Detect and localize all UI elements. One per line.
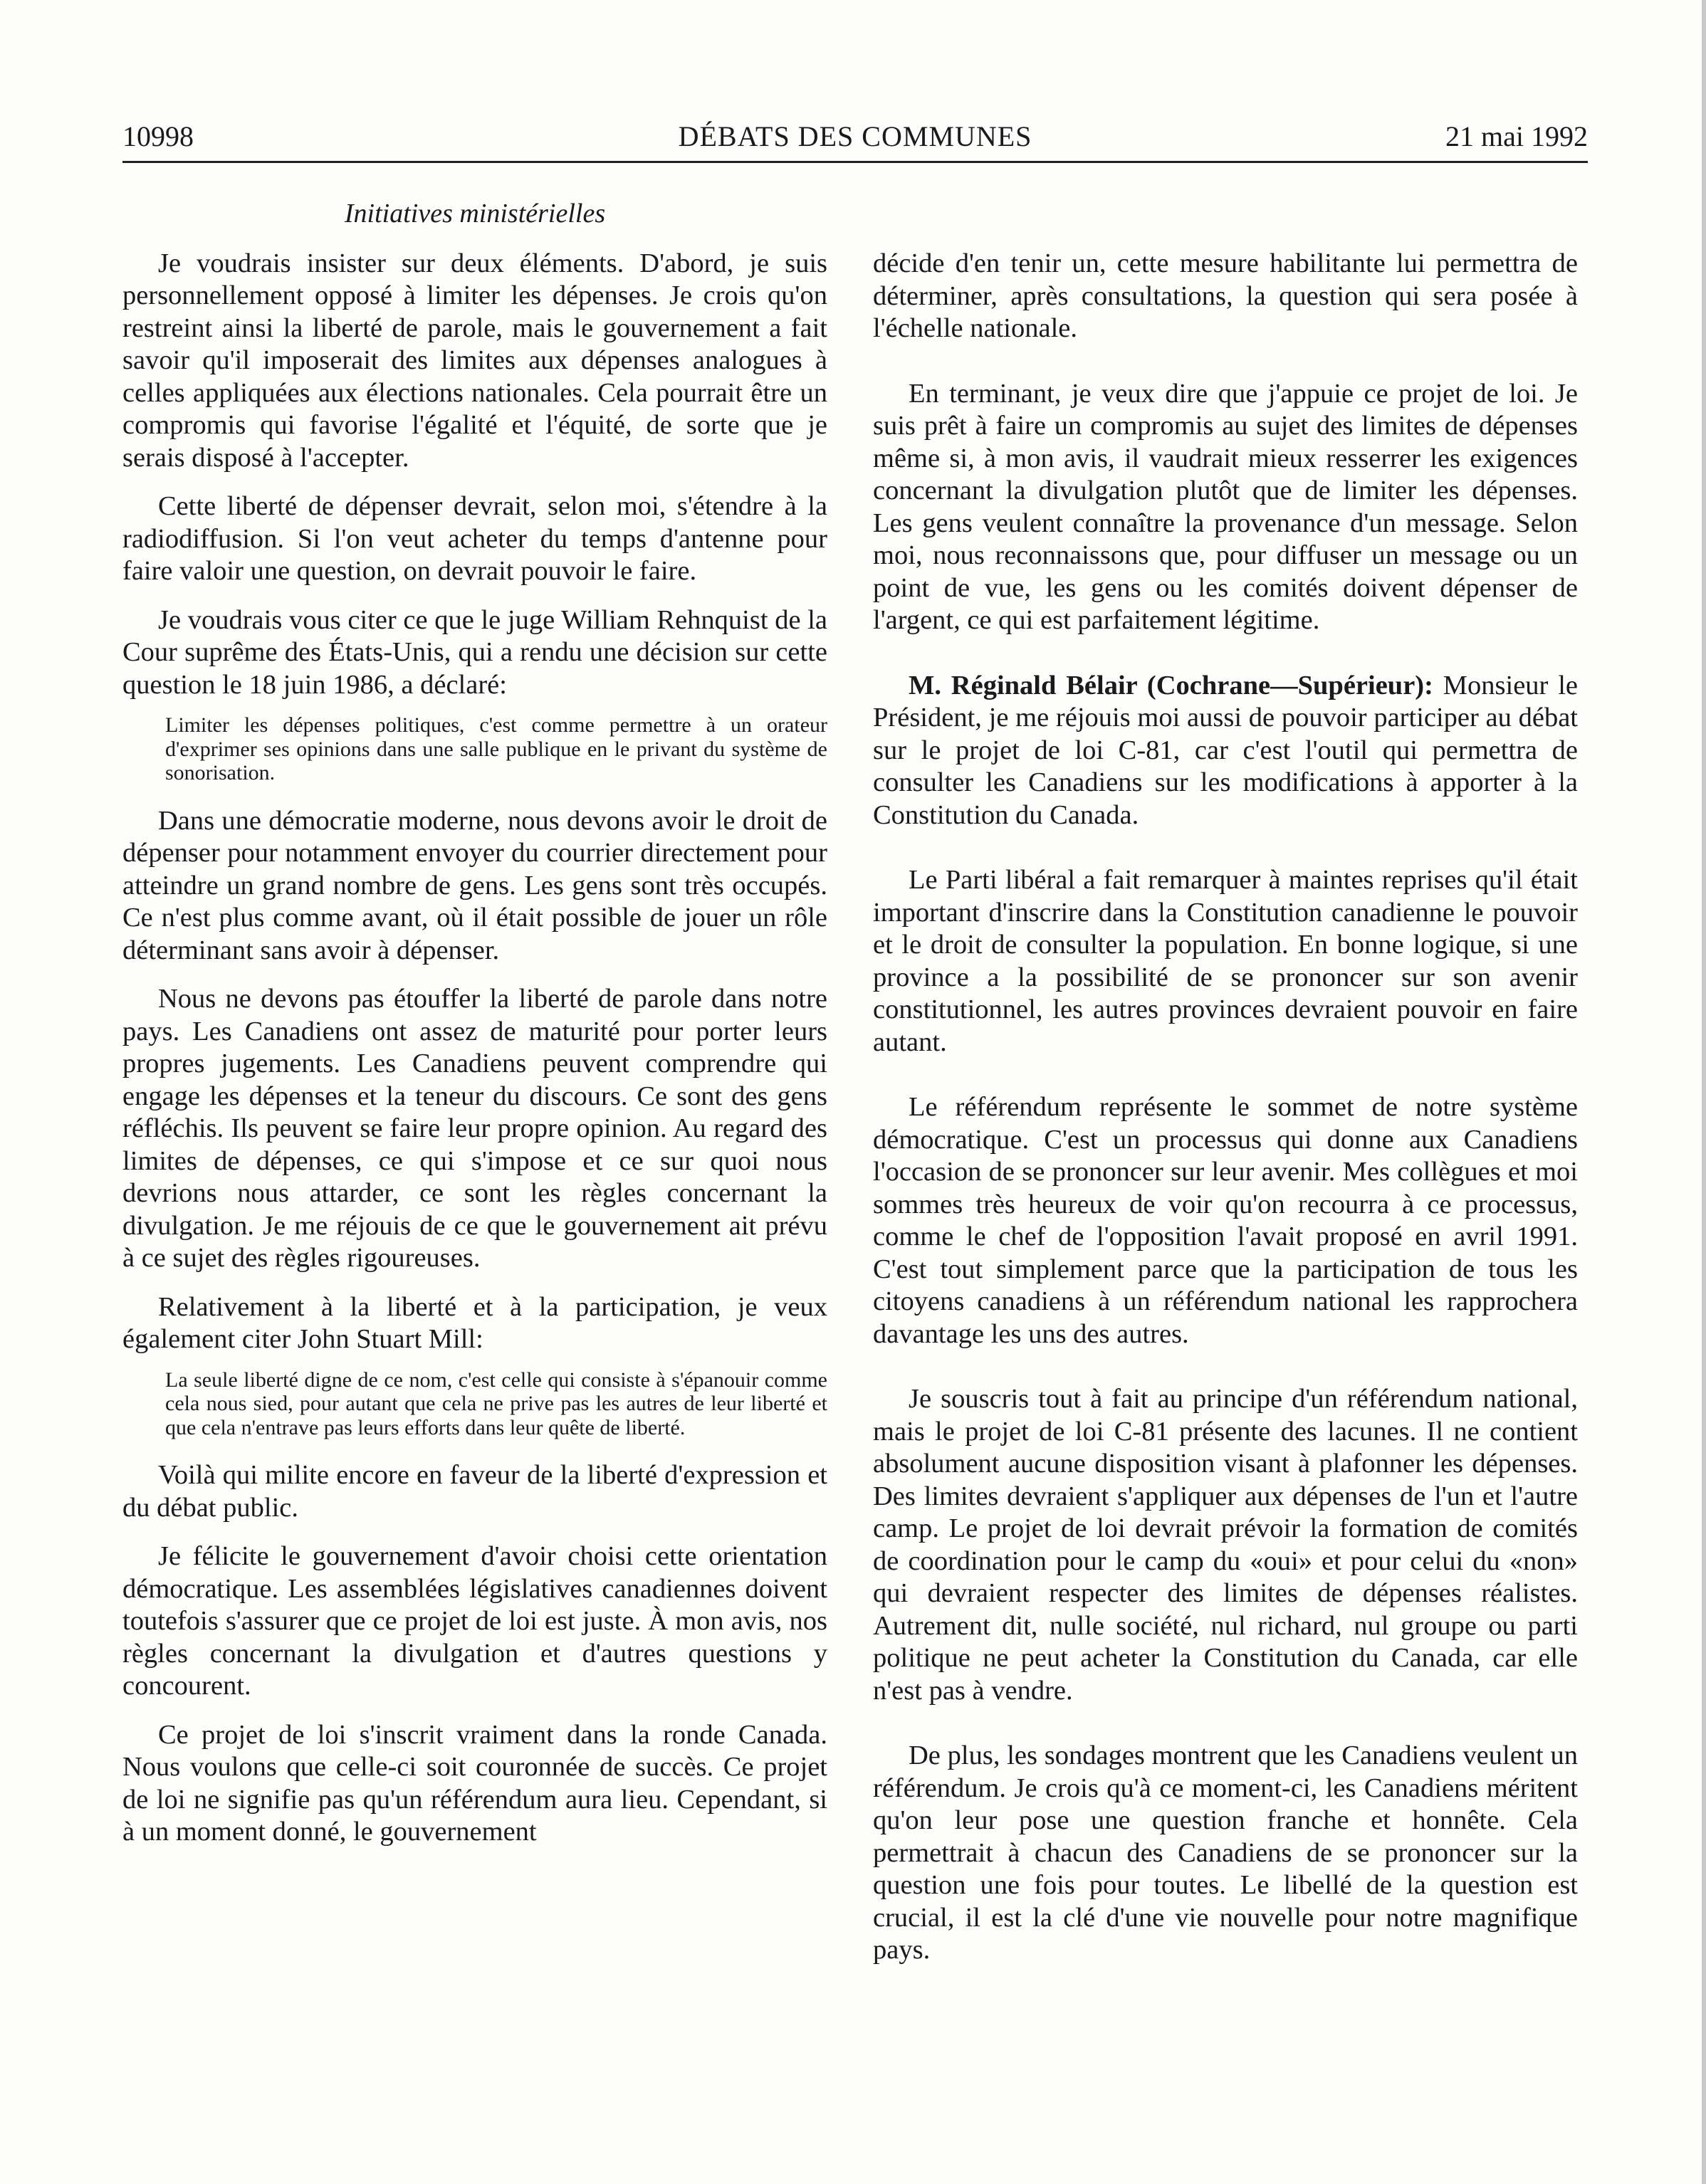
speaker-name: M. Réginald Bélair (Cochrane—Supérieur): — [909, 670, 1433, 700]
block-quote: Limiter les dépenses politiques, c'est comme permettre à un orateur d'exprimer ses opinions dans une salle publique en le privant du système de sonorisation. — [165, 713, 827, 784]
paragraph: Je souscris tout à fait au principe d'un référendum national, mais le projet de loi C-81 présente des lacunes. Il ne contient absolument aucune disposition visant à plafonner les dépenses. Des limites devraient s'appliquer aux dépenses de l'un et l'autre camp. Le projet de loi devrait prévoir la formation de comités de coordination pour le camp du «oui» et pour celui du «non» qui devraient respecter des limites de dépenses réalistes. Autrement dit, nulle société, nul richard, nul groupe ou parti politique ne peut acheter la Constitution du Canada, car elle n'est pas à vendre. — [873, 1384, 1578, 1706]
paragraph: Je voudrais vous citer ce que le juge William Rehnquist de la Cour suprême des États-Unis, qui a rendu une décision sur cette question le 18 juin 1986, a déclaré: — [122, 604, 827, 700]
header-rule — [122, 161, 1588, 163]
paragraph: En terminant, je veux dire que j'appuie ce projet de loi. Je suis prêt à faire un compromis au sujet des limites de dépenses même si, à mon avis, il vaudrait mieux resserrer les exigences concernant la divulgation plutôt que de limiter les dépenses. Les gens veulent connaître la provenance d'un message. Selon moi, nous reconnaissons que, pour diffuser un message ou un point de vue, les gens ou les comités doivent dépenser de l'argent, ce qui est parfaitement légitime. — [873, 378, 1578, 635]
paragraph: Le Parti libéral a fait remarquer à maintes reprises qu'il était important d'inscrire dans la Constitution canadienne le pouvoir et le droit de consulter la population. En bonne logique, si une province a la possibilité de se prononcer sur son avenir constitutionnel, les autres provinces devraient pouvoir en faire autant. — [873, 865, 1578, 1057]
page-date: 21 mai 1992 — [1445, 120, 1588, 152]
paragraph: Relativement à la liberté et à la participation, je veux également citer John Stuart Mill: — [122, 1291, 827, 1354]
paragraph: Cette liberté de dépenser devrait, selon moi, s'étendre à la radiodiffusion. Si l'on veut acheter du temps d'antenne pour faire valoir une question, on devrait pouvoir le faire. — [122, 491, 827, 586]
right-column — [873, 248, 1578, 2000]
paragraph: Ce projet de loi s'inscrit vraiment dans la ronde Canada. Nous voulons que celle-ci soit couronnée de succès. Ce projet de loi ne signifie pas qu'un référendum aura lieu. Cependant, si à un moment donné, le gouvernement — [122, 1719, 827, 1847]
speech-paragraph — [873, 670, 1578, 832]
continued-paragraph: décide d'en tenir un, cette mesure habilitante lui permettra de déterminer, après consultations, la question qui sera posée à l'échelle nationale. — [873, 248, 1578, 343]
paragraph: Je voudrais insister sur deux éléments. D'abord, je suis personnellement opposé à limiter les dépenses. Je crois qu'on restreint ainsi la liberté de parole, mais le gouvernement a fait savoir qu'il imposerait des limites aux dépenses analogues à celles appliquées aux élections nationales. Cela pourrait être un compromis qui favorise l'égalité et l'équité, de sorte que je serais disposé à l'accepter. — [122, 248, 827, 473]
paragraph: Je félicite le gouvernement d'avoir choisi cette orientation démocratique. Les assemblées législatives canadiennes doivent toutefois s'assurer que ce projet de loi est juste. À mon avis, nos règles concernant la divulgation et d'autres questions y concourent. — [122, 1541, 827, 1701]
page-header — [122, 120, 1588, 162]
paragraph: Le référendum représente le sommet de notre système démocratique. C'est un processus qui donne aux Canadiens l'occasion de se prononcer sur leur avenir. Mes collègues et moi sommes très heureux de voir qu'on recourra à ce processus, comme le chef de l'opposition l'avait proposé en avril 1991. C'est tout simplement parce que la participation de tous les citoyens canadiens à un référendum national les rapprochera davantage les uns des autres. — [873, 1092, 1578, 1349]
paragraph: Voilà qui milite encore en faveur de la liberté d'expression et du débat public. — [122, 1460, 827, 1523]
paragraph: Nous ne devons pas étouffer la liberté de parole dans notre pays. Les Canadiens ont assez de maturité pour porter leurs propres jugements. Les Canadiens peuvent comprendre qui engage les dépenses et la teneur du discours. Ce sont des gens réfléchis. Ils peuvent se faire leur propre opinion. Au regard des limites de dépenses, ce qui s'impose et ce sur quoi nous devrions nous attarder, ce sont les règles concernant la divulgation. Je me réjouis de ce que le gouvernement ait prévu à ce sujet des règles rigoureuses. — [122, 984, 827, 1273]
left-column — [122, 192, 827, 1865]
speech-text: Monsieur le Président, je me réjouis moi aussi de pouvoir participer au débat sur le projet de loi C-81, car c'est l'outil qui permettra de consulter les Canadiens sur les modifications à apporter à la Constitution du Canada. — [873, 670, 1578, 830]
page-number: 10998 — [122, 120, 194, 152]
section-title: Initiatives ministérielles — [344, 199, 606, 229]
block-quote: La seule liberté digne de ce nom, c'est celle qui consiste à s'épanouir comme cela nous sied, pour autant que cela ne prive pas les autres de leur liberté et que cela n'entrave pas leurs efforts dans leur quête de liberté. — [165, 1367, 827, 1439]
publication-title: DÉBATS DES COMMUNES — [678, 120, 1032, 152]
scan-edge — [1702, 0, 1706, 2184]
paragraph: Dans une démocratie moderne, nous devons avoir le droit de dépenser pour notamment envoyer du courrier directement pour atteindre un grand nombre de gens. Les gens sont très occupés. Ce n'est plus comme avant, où il était possible de jouer un rôle déterminant sans avoir à dépenser. — [122, 805, 827, 965]
paragraph: De plus, les sondages montrent que les Canadiens veulent un référendum. Je crois qu'à ce moment-ci, les Canadiens méritent qu'on leur pose une question franche et honnête. Cela permettrait à chacun des Canadiens de se prononcer sur la question une fois pour toutes. Le libellé de la question est crucial, il est la clé d'une vie nouvelle pour notre magnifique pays. — [873, 1741, 1578, 1965]
